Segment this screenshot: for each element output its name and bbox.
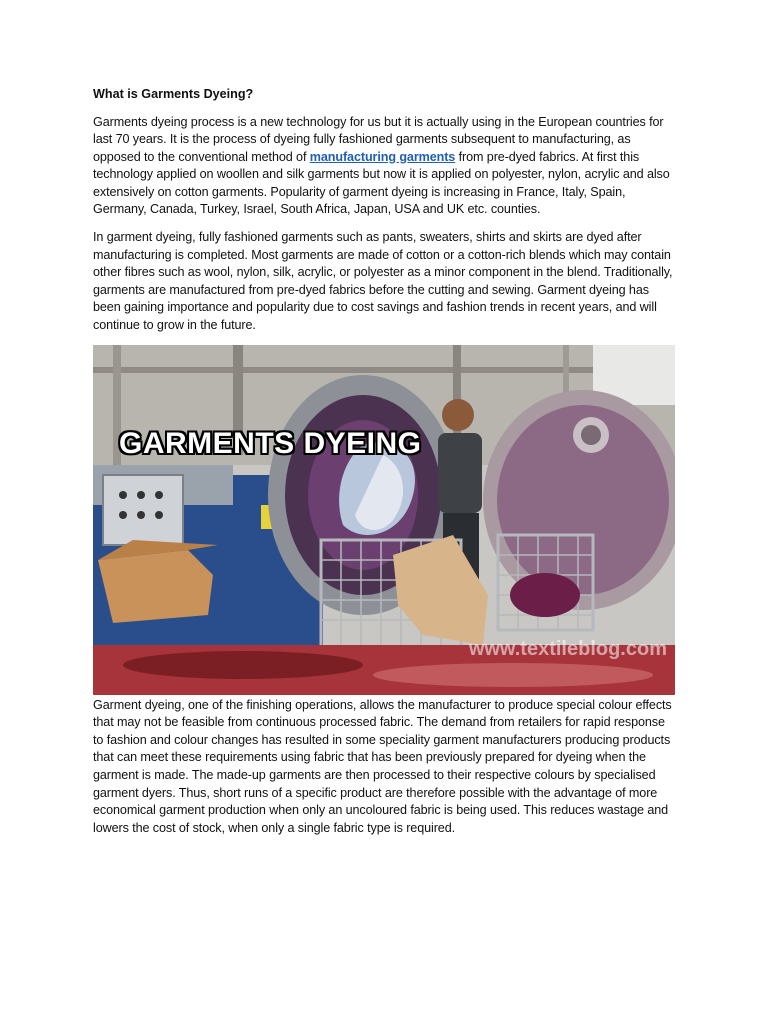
garment-dyeing-paragraph: In garment dyeing, fully fashioned garments such as pants, sweaters, shirts and skirts are dyed after manufacturing is completed. Most garments are made of cotton or a cotton-rich blends which may contain other fibres such as wool, nylon, silk, acrylic, or polyester as a minor component in the blend. Traditionally, garments are manufactured from pre-dyed fabrics before the cutting and sewing. Garment dyeing has been gaining importance and popularity due to cost savings and fashion trends in recent years, and will continue to grow in the future. xyxy=(93,230,673,333)
page-heading: What is Garments Dyeing? xyxy=(93,87,254,101)
manufacturing-garments-link[interactable]: manufacturing garments xyxy=(309,149,456,164)
photo-watermark: www.textileblog.com xyxy=(468,637,667,660)
finishing-operations-paragraph: Garment dyeing, one of the finishing operations, allows the manufacturer to produce special colour effects that may not be feasible from continuous processed fabric. The demand from retailers for rapid response to fashion and colour changes has resulted in some speciality garment manufacturers producing products that can meet these requirements using fabric that has been previously prepared for dyeing when the garment is made. The made-up garments are then processed to their respective colours by specialised garment dyers. Thus, short runs of a specific product are therefore possible with the advantage of more economical garment production when only an uncoloured fabric is being used. This reduces wastage and lowers the cost of stock, when only a single fabric type is required. xyxy=(93,697,672,835)
photo-overlay-title: GARMENTS DYEING xyxy=(119,426,422,460)
intro-paragraph xyxy=(93,114,678,220)
intro-text-before-link: Garments dyeing process is a new technology for us but it is actually using in the European countries for last 70 years. It is the process of dyeing fully fashioned garments subsequent to manufacturing, as opposed to the conventional method of xyxy=(93,114,664,164)
garments-dyeing-photo xyxy=(93,345,675,695)
document-page xyxy=(93,86,678,847)
intro-text-after-link: from pre-dyed fabrics. At first this technology applied on woollen and silk garments but now it is applied on polyester, nylon, acrylic and also extensively on cotton garments. Popularity of garment dyeing is increasing in France, Italy, Spain, Germany, Canada, Turkey, Israel, South Africa, Japan, USA and UK etc. counties. xyxy=(93,149,670,217)
